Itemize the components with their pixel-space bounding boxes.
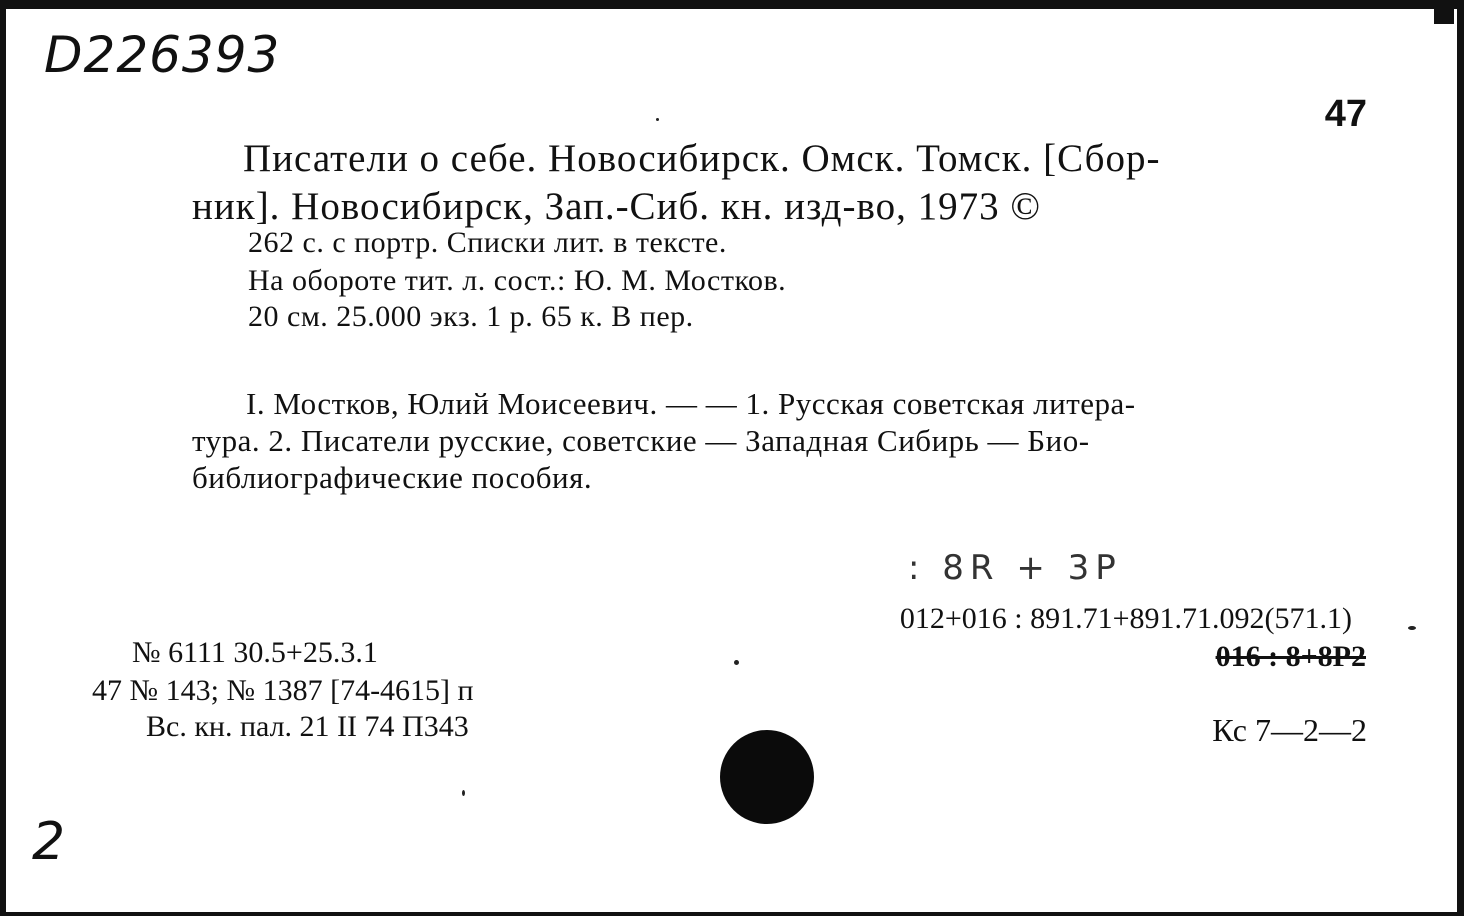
- subject-line-1: I. Мостков, Юлий Моисеевич. — — 1. Русская советская литера-: [246, 386, 1136, 421]
- title-line-2: ник]. Новосибирск, Зап.-Сиб. кн. изд-во, 1973 ©: [192, 185, 1042, 228]
- compiler-line: На обороте тит. л. сост.: Ю. М. Мостков.: [248, 264, 787, 297]
- card-border-right: [1457, 0, 1464, 916]
- pencil-classification-note: : 8R + 3P: [908, 548, 1122, 588]
- title-line-1: Писатели о себе. Новосибирск. Омск. Томск. [Сбор-: [243, 137, 1161, 180]
- registration-line-1: № 6111 30.5+25.3.1: [132, 636, 378, 669]
- handwritten-inventory-number: D226393: [44, 26, 281, 84]
- card-border-left: [0, 0, 6, 916]
- format-line: 20 см. 25.000 экз. 1 р. 65 к. В пер.: [248, 300, 694, 333]
- card-border-top: [0, 0, 1464, 9]
- udc-line-1: 012+016 : 891.71+891.71.092(571.1): [899, 602, 1352, 635]
- card-corner-mark: [1434, 4, 1454, 24]
- punch-hole: [720, 730, 814, 824]
- handwritten-bottom-mark: 2: [32, 812, 66, 872]
- speck: [462, 790, 465, 796]
- kc-code: Кс 7—2—2: [1212, 712, 1367, 748]
- registration-line-3: Вс. кн. пал. 21 II 74 П343: [146, 710, 469, 743]
- speck: [734, 660, 739, 665]
- udc-line-2: 016 : 8+8P2: [1215, 640, 1366, 673]
- pages-line: 262 с. с портр. Списки лит. в тексте.: [248, 226, 727, 259]
- speck: [656, 118, 659, 121]
- card-number: 47: [1324, 93, 1367, 135]
- card-border-bottom: [0, 912, 1464, 916]
- subject-line-3: библиографические пособия.: [192, 460, 593, 495]
- subject-line-2: тура. 2. Писатели русские, советские — Западная Сибирь — Био-: [192, 423, 1090, 458]
- registration-line-2: 47 № 143; № 1387 [74-4615] п: [92, 674, 474, 707]
- speck: [1408, 626, 1416, 630]
